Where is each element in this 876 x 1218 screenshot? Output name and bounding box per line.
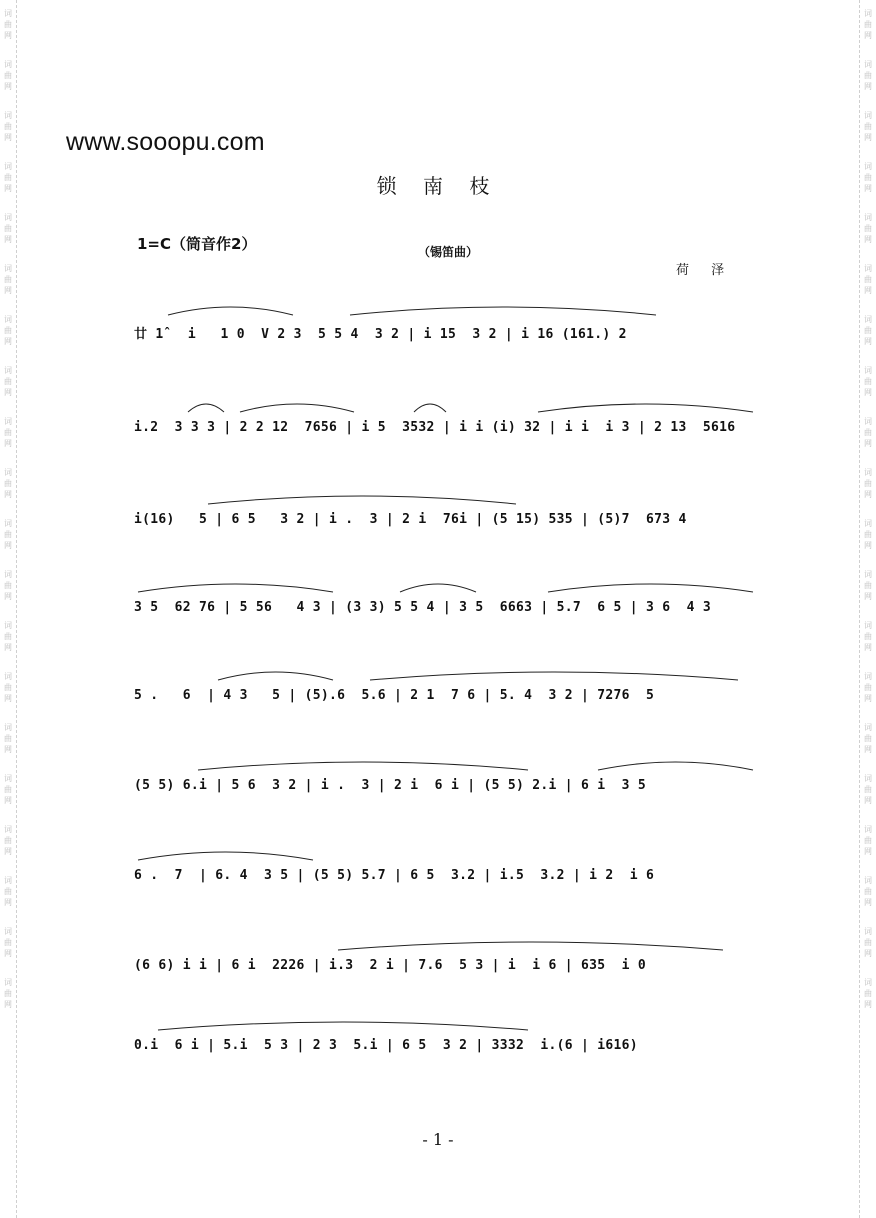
edge-watermark-group: 词 曲 网 (864, 774, 872, 805)
edge-watermark-group: 词 曲 网 (4, 570, 12, 601)
slur-arc (138, 852, 313, 860)
edge-watermark-group: 词 曲 网 (4, 264, 12, 295)
staff-row (128, 293, 756, 355)
edge-watermark-group: 词 曲 网 (4, 876, 12, 907)
slur-arc (158, 1022, 528, 1030)
slur-arc (598, 762, 753, 770)
edge-watermark-group: 词 曲 网 (4, 366, 12, 397)
slur-arc (168, 307, 293, 315)
slur-arc (218, 672, 333, 680)
edge-watermark-group: 词 曲 网 (4, 978, 12, 1009)
slur-arc (548, 584, 753, 592)
edge-watermark-group: 词 曲 网 (4, 774, 12, 805)
edge-watermark-group: 词 曲 网 (4, 927, 12, 958)
edge-watermark-group: 词 曲 网 (864, 876, 872, 907)
edge-watermark-group: 词 曲 网 (864, 9, 872, 40)
notation-line: (5 5) 6.i | 5 6 3 2 | i . 3 | 2 i 6 i | (5 5) 2.i | 6 i 3 5 (134, 778, 646, 793)
notation-line: 5 . 6 | 4 3 5 | (5).6 5.6 | 2 1 7 6 | 5. 4 3 2 | 7276 5 (134, 688, 655, 703)
slur-arc (414, 404, 446, 412)
edge-watermark-group: 词 曲 网 (864, 825, 872, 856)
edge-watermark-group: 词 曲 网 (4, 723, 12, 754)
edge-watermark-group: 词 曲 网 (4, 162, 12, 193)
staff-row (128, 838, 756, 900)
edge-watermark-group: 词 曲 网 (4, 519, 12, 550)
staff-row (128, 390, 756, 452)
edge-watermark-group: 词 曲 网 (4, 111, 12, 142)
key-signature: 1=C（筒音作2） (137, 235, 257, 253)
slur-arc (338, 942, 723, 950)
edge-watermark-group: 词 曲 网 (4, 468, 12, 499)
edge-watermark-group: 词 曲 网 (864, 111, 872, 142)
song-title: 锁 南 枝 (376, 174, 500, 198)
staff-row (128, 748, 756, 810)
page-number: - 1 - (422, 1130, 454, 1149)
staff-row (128, 658, 756, 720)
slur-arc (208, 496, 516, 504)
slur-arc (350, 307, 656, 315)
edge-watermark-group: 词 曲 网 (864, 213, 872, 244)
notation-line: 廿 1̂ i 1 0 V 2 3 5 5 4 3 2 | i 15 3 2 | i 16 (161.) 2 (134, 327, 627, 342)
genre-label: （锡笛曲） (418, 245, 479, 259)
staff-row (128, 570, 756, 632)
composer-credit: 荷 泽 (676, 263, 734, 278)
edge-watermark-group: 词 曲 网 (864, 366, 872, 397)
slur-arc (400, 584, 476, 592)
edge-watermark-group: 词 曲 网 (864, 978, 872, 1009)
edge-watermark-group: 词 曲 网 (864, 468, 872, 499)
notation-line: i.2 3 3 3 | 2 2 12 7656 | i 5 3532 | i i (i) 32 | i i i 3 | 2 13 5616 (134, 420, 736, 435)
edge-watermark-group: 词 曲 网 (4, 621, 12, 652)
slur-arc (538, 404, 753, 412)
edge-watermark-group: 词 曲 网 (864, 519, 872, 550)
edge-watermark-group: 词 曲 网 (4, 9, 12, 40)
edge-watermark-group: 词 曲 网 (864, 264, 872, 295)
edge-watermark-group: 词 曲 网 (864, 570, 872, 601)
edge-watermark-group: 词 曲 网 (864, 927, 872, 958)
notation-line: 6 . 7 | 6. 4 3 5 | (5 5) 5.7 | 6 5 3.2 | i.5 3.2 | i 2 i 6 (134, 868, 655, 883)
slur-arc (138, 584, 333, 592)
edge-watermark-group: 词 曲 网 (4, 213, 12, 244)
notation-line: 0.i 6 i | 5.i 5 3 | 2 3 5.i | 6 5 3 2 | 3332 i.(6 | i616) (134, 1038, 638, 1053)
slur-arc (240, 404, 354, 412)
notation-line: i(16) 5 | 6 5 3 2 | i . 3 | 2 i 76i | (5 15) 535 | (5)7 673 4 (134, 512, 687, 527)
staff-row (128, 1008, 756, 1070)
edge-watermark-group: 词 曲 网 (864, 621, 872, 652)
edge-watermark-group: 词 曲 网 (4, 825, 12, 856)
edge-watermark-group: 词 曲 网 (864, 672, 872, 703)
edge-watermark-group: 词 曲 网 (4, 60, 12, 91)
edge-watermark-group: 词 曲 网 (4, 417, 12, 448)
slur-arc (188, 404, 224, 412)
edge-watermark-group: 词 曲 网 (4, 672, 12, 703)
edge-watermark-group: 词 曲 网 (864, 315, 872, 346)
slur-arc (198, 762, 528, 770)
staff-row (128, 482, 756, 544)
edge-watermark-group: 词 曲 网 (864, 162, 872, 193)
site-watermark: www.sooopu.com (66, 128, 265, 156)
notation-line: (6 6) i i | 6 i 2226 | i.3 2 i | 7.6 5 3 | i i 6 | 635 i 0 (134, 958, 646, 973)
staff-row (128, 928, 756, 990)
edge-watermark-group: 词 曲 网 (864, 417, 872, 448)
edge-watermark-group: 词 曲 网 (864, 723, 872, 754)
notation-line: 3 5 62 76 | 5 56 4 3 | (3 3) 5 5 4 | 3 5 6663 | 5.7 6 5 | 3 6 4 3 (134, 600, 711, 615)
slur-arc (370, 672, 738, 680)
edge-watermark-group: 词 曲 网 (4, 315, 12, 346)
edge-watermark-group: 词 曲 网 (864, 60, 872, 91)
